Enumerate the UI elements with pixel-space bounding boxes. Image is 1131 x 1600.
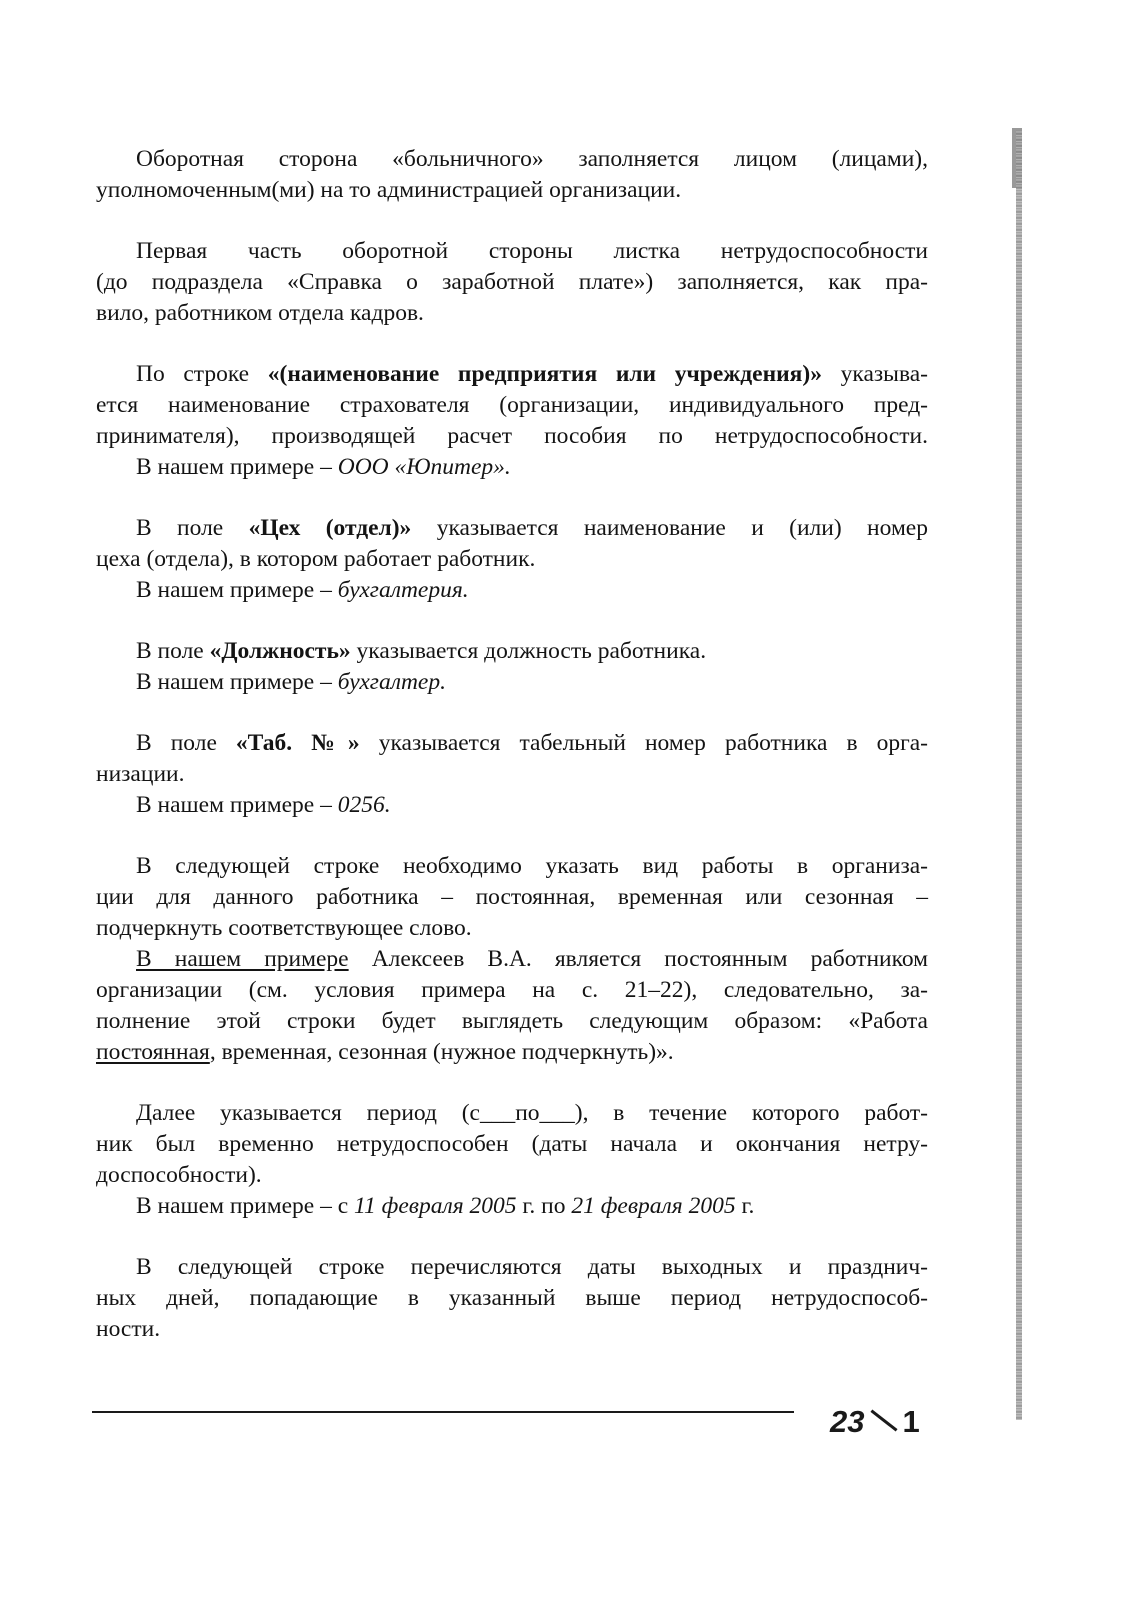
paragraph-9 [96,1252,928,1345]
example-line: В нашем примере – бухгалтер. [136,669,446,695]
text-line: подчеркнуть соответствующее слово. [96,915,472,941]
text-line: В нашем примере Алексеев В.А. является постоянным работником [136,946,929,972]
text-line: цеха (отдела), в котором работает работник. [96,546,536,572]
text-line: принимателя), производящей расчет пособия по нетрудоспособности. [96,423,928,449]
paragraph-3 [96,359,928,483]
example-date: 21 февраля [571,1193,683,1219]
field-name-bold: «(наименование предприятия или учреждения)» [267,361,822,387]
text-line: В поле «Должность» указывается должность работника. [136,638,707,664]
example-value: бухгалтер. [337,669,446,695]
text-line: Первая часть оборотной стороны листка нетрудоспособности [136,238,928,264]
text-line: вило, работником отдела кадров. [96,300,424,326]
example-year: 2005 [688,1193,736,1219]
underlined-phrase: В нашем примере [136,946,349,972]
field-name-bold: «Должность» [209,638,351,664]
text-line: ности. [96,1316,161,1342]
text-line: В следующей строке перечисляются даты выходных и празднич- [136,1254,928,1280]
example-year: 2005 [469,1193,517,1219]
field-name-bold: «Цех (отдел)» [248,515,412,541]
example-value: ООО «Юпитер». [337,454,511,480]
text-line: ется наименование страхователя (организации, индивидуального пред- [96,392,928,418]
example-date: 11 февраля [354,1193,464,1219]
text-line: полнение этой строки будет выглядеть следующим образом: «Работа [96,1008,928,1034]
page-number [830,1404,920,1440]
text-line: В поле «Цех (отдел)» указывается наименование и (или) номер [136,515,928,541]
text-line: уполномоченным(ми) на то администрацией организации. [96,177,682,203]
example-value: 0256. [337,792,391,818]
field-name-bold: «Таб. №» [235,730,360,756]
text-line: (до подраздела «Справка о заработной плате») заполняется, как пра- [96,269,928,295]
page-number-value: 23 [830,1404,865,1439]
page-body [96,144,928,1375]
example-value: бухгалтерия. [337,577,469,603]
section-number: 1 [902,1404,920,1439]
example-line: В нашем примере – 0256. [136,792,391,818]
text-line: организации (см. условия примера на с. 21–22), следовательно, за- [96,977,928,1003]
text-line: ных дней, попадающие в указанный выше период нетрудоспособ- [96,1285,928,1311]
paragraph-5 [96,636,928,698]
paragraph-2 [96,236,928,329]
paragraph-4 [96,513,928,606]
text-line: постоянная, временная, сезонная (нужное подчеркнуть)». [96,1039,674,1065]
text-line: доспособности). [96,1162,262,1188]
paragraph-8 [96,1098,928,1222]
underlined-word: постоянная [96,1039,210,1065]
text-line: Оборотная сторона «больничного» заполняется лицом (лицами), [136,146,928,172]
scan-edge-strip [1016,130,1022,1420]
paragraph-7 [96,851,928,1068]
text-line: Далее указывается период (с___по___), в течение которого работ- [136,1100,928,1126]
example-line: В нашем примере – бухгалтерия. [136,577,469,603]
paragraph-6 [96,728,928,821]
paragraph-1 [96,144,928,206]
text-line: В поле «Таб. №» указывается табельный номер работника в орга- [136,730,928,756]
text-line: низации. [96,761,185,787]
footer-rule [92,1411,794,1413]
example-line: В нашем примере – с 11 февраля 2005 г. по 21 февраля 2005 г. [136,1193,755,1219]
text-line: По строке «(наименование предприятия или учреждения)» указыва- [136,361,928,387]
backslash-separator-icon [871,1409,898,1431]
text-line: В следующей строке необходимо указать вид работы в организа- [136,853,928,879]
text-line: ник был временно нетрудоспособен (даты начала и окончания нетру- [96,1131,928,1157]
example-line: В нашем примере – ООО «Юпитер». [136,454,511,480]
text-line: ции для данного работника – постоянная, временная или сезонная – [96,884,928,910]
